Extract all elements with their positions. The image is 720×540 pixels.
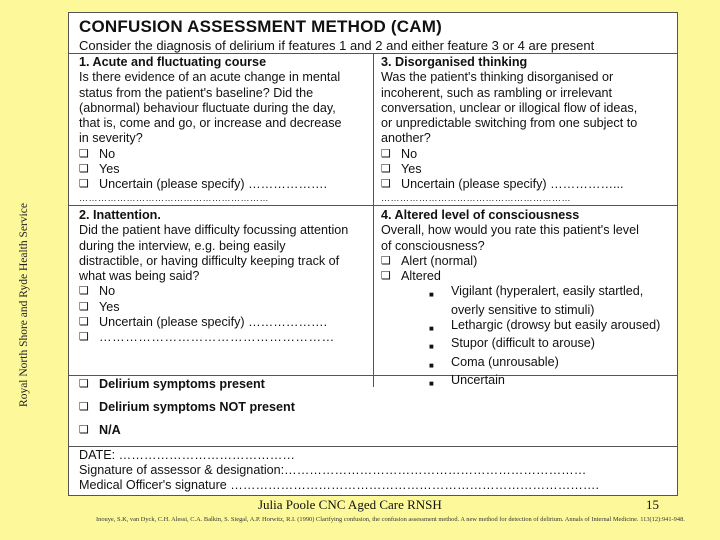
- reference-citation: Inouye, S.K, van Dyck, C.H. Alessi, C.A. Balkin, S. Siegal, A.P. Horwitz, R.I. (1990) Clarifying confusion, the confusion assessment method. A new method for detection of delirium. Annals of Internal Medicine. 113(12):941-948.: [96, 516, 685, 523]
- checkbox-icon[interactable]: ❑: [79, 163, 89, 176]
- page-number: 15: [646, 497, 659, 512]
- medical-officer-signature-field[interactable]: Medical Officer's signature …………………………………………………………………………….: [79, 478, 599, 492]
- form-title: CONFUSION ASSESSMENT METHOD (CAM): [79, 17, 442, 36]
- checkbox-icon[interactable]: ❑: [79, 285, 89, 298]
- feature-1-option-yes[interactable]: ❑ Yes: [79, 162, 120, 177]
- feature-1-question-line: Is there evidence of an acute change in mental: [79, 70, 341, 85]
- feature-4-option-altered[interactable]: ❑ Altered: [381, 269, 441, 284]
- summary-delirium-present[interactable]: ❑ Delirium symptoms present: [79, 377, 265, 391]
- form-subtitle: Consider the diagnosis of delirium if features 1 and 2 and either feature 3 or 4 are present: [79, 38, 595, 53]
- feature-3-specify-line[interactable]: ……………………………………………………: [381, 192, 571, 203]
- feature-4-sub-lethargic[interactable]: ■ Lethargic (drowsy but easily aroused): [429, 318, 676, 336]
- column-divider: [373, 53, 374, 387]
- checkbox-icon[interactable]: ❑: [79, 178, 89, 191]
- feature-3-question-line: Was the patient's thinking disorganised or: [381, 70, 614, 85]
- feature-3-option-yes[interactable]: ❑ Yes: [381, 162, 422, 177]
- feature-3-question-line: incoherent, such as rambling or irrelevant: [381, 85, 612, 100]
- feature-2-option-uncertain[interactable]: ❑ Uncertain (please specify) ……………….: [79, 315, 328, 330]
- feature-4-section: [381, 208, 676, 391]
- divider: [69, 446, 677, 447]
- bullet-icon: ■: [429, 342, 434, 352]
- checkbox-icon[interactable]: ❑: [381, 147, 391, 160]
- date-field[interactable]: DATE: ……………………………………: [79, 448, 295, 462]
- feature-3-heading: 3. Disorganised thinking: [381, 55, 528, 69]
- bullet-icon: ■: [429, 324, 434, 334]
- feature-1-question-line: (abnormal) behaviour fluctuate during the day,: [79, 100, 336, 115]
- checkbox-icon[interactable]: ❑: [381, 254, 391, 267]
- feature-1-section: [79, 55, 369, 203]
- checkbox-icon[interactable]: ❑: [381, 270, 391, 283]
- assessor-signature-field[interactable]: Signature of assessor & designation:………………………………………………………………: [79, 463, 587, 477]
- feature-2-question-line: distractible, or having difficulty keeping track of: [79, 253, 340, 268]
- checkbox-icon[interactable]: ❑: [79, 331, 89, 344]
- checkbox-icon[interactable]: ❑: [79, 316, 89, 329]
- feature-4-heading: 4. Altered level of consciousness: [381, 208, 580, 222]
- checkbox-icon[interactable]: ❑: [79, 401, 89, 413]
- bullet-icon: ■: [429, 360, 434, 370]
- feature-1-heading: 1. Acute and fluctuating course: [79, 55, 267, 69]
- feature-2-heading: 2. Inattention.: [79, 208, 161, 222]
- sidebar-label: [6, 170, 42, 440]
- feature-2-option-yes[interactable]: ❑ Yes: [79, 299, 120, 314]
- feature-3-section: [381, 55, 676, 203]
- checkbox-icon[interactable]: ❑: [79, 424, 89, 436]
- checkbox-icon[interactable]: ❑: [79, 300, 89, 313]
- feature-4-sub-vigilant[interactable]: ■ Vigilant (hyperalert, easily startled,: [429, 284, 676, 302]
- feature-1-option-no[interactable]: ❑ No: [79, 146, 116, 161]
- feature-4-sub-vigilant-cont: overly sensitive to stimuli): [451, 302, 595, 317]
- bullet-icon: ■: [429, 378, 434, 388]
- feature-2-question-line: Did the patient have difficulty focussing attention: [79, 223, 349, 238]
- feature-1-question-line: in severity?: [79, 131, 143, 146]
- feature-4-sub-uncertain[interactable]: ■ Uncertain: [429, 373, 676, 391]
- feature-3-question-line: another?: [381, 131, 431, 146]
- feature-4-sub-stupor[interactable]: ■ Stupor (difficult to arouse): [429, 336, 676, 354]
- feature-3-question-line: or unpredictable switching from one subject to: [381, 116, 638, 131]
- feature-2-option-other[interactable]: ❑ ………………………………………………: [79, 330, 335, 345]
- feature-4-question-line: of consciousness?: [381, 238, 485, 253]
- feature-1-question-line: that is, come and go, or increase and decrease: [79, 116, 342, 131]
- feature-2-section: [79, 208, 369, 346]
- cam-form: [68, 12, 678, 496]
- feature-3-option-no[interactable]: ❑ No: [381, 146, 418, 161]
- feature-1-specify-line[interactable]: ……………………………………………………: [79, 192, 269, 203]
- feature-2-question-line: during the interview, e.g. being easily: [79, 238, 286, 253]
- summary-na[interactable]: ❑ N/A: [79, 423, 121, 437]
- feature-4-sub-coma[interactable]: ■ Coma (unrousable): [429, 355, 676, 373]
- feature-2-option-no[interactable]: ❑ No: [79, 284, 116, 299]
- feature-3-option-uncertain[interactable]: ❑ Uncertain (please specify) ……………...: [381, 177, 624, 192]
- checkbox-icon[interactable]: ❑: [381, 178, 391, 191]
- feature-4-question-line: Overall, how would you rate this patient's level: [381, 223, 639, 238]
- sidebar-text: Royal North Shore and Ryde Health Service: [18, 203, 30, 407]
- feature-4-option-alert[interactable]: ❑ Alert (normal): [381, 253, 478, 268]
- footer-text: Julia Poole CNC Aged Care RNSH: [258, 497, 442, 512]
- bullet-icon: ■: [429, 290, 434, 300]
- checkbox-icon[interactable]: ❑: [79, 378, 89, 390]
- summary-delirium-not-present[interactable]: ❑ Delirium symptoms NOT present: [79, 400, 295, 414]
- feature-1-question-line: status from the patient's baseline? Did the: [79, 85, 314, 100]
- feature-1-option-uncertain[interactable]: ❑ Uncertain (please specify) ……………….: [79, 177, 328, 192]
- feature-3-question-line: conversation, unclear or illogical flow of ideas,: [381, 100, 638, 115]
- checkbox-icon[interactable]: ❑: [381, 163, 391, 176]
- checkbox-icon[interactable]: ❑: [79, 147, 89, 160]
- feature-2-question-line: what was being said?: [79, 269, 200, 284]
